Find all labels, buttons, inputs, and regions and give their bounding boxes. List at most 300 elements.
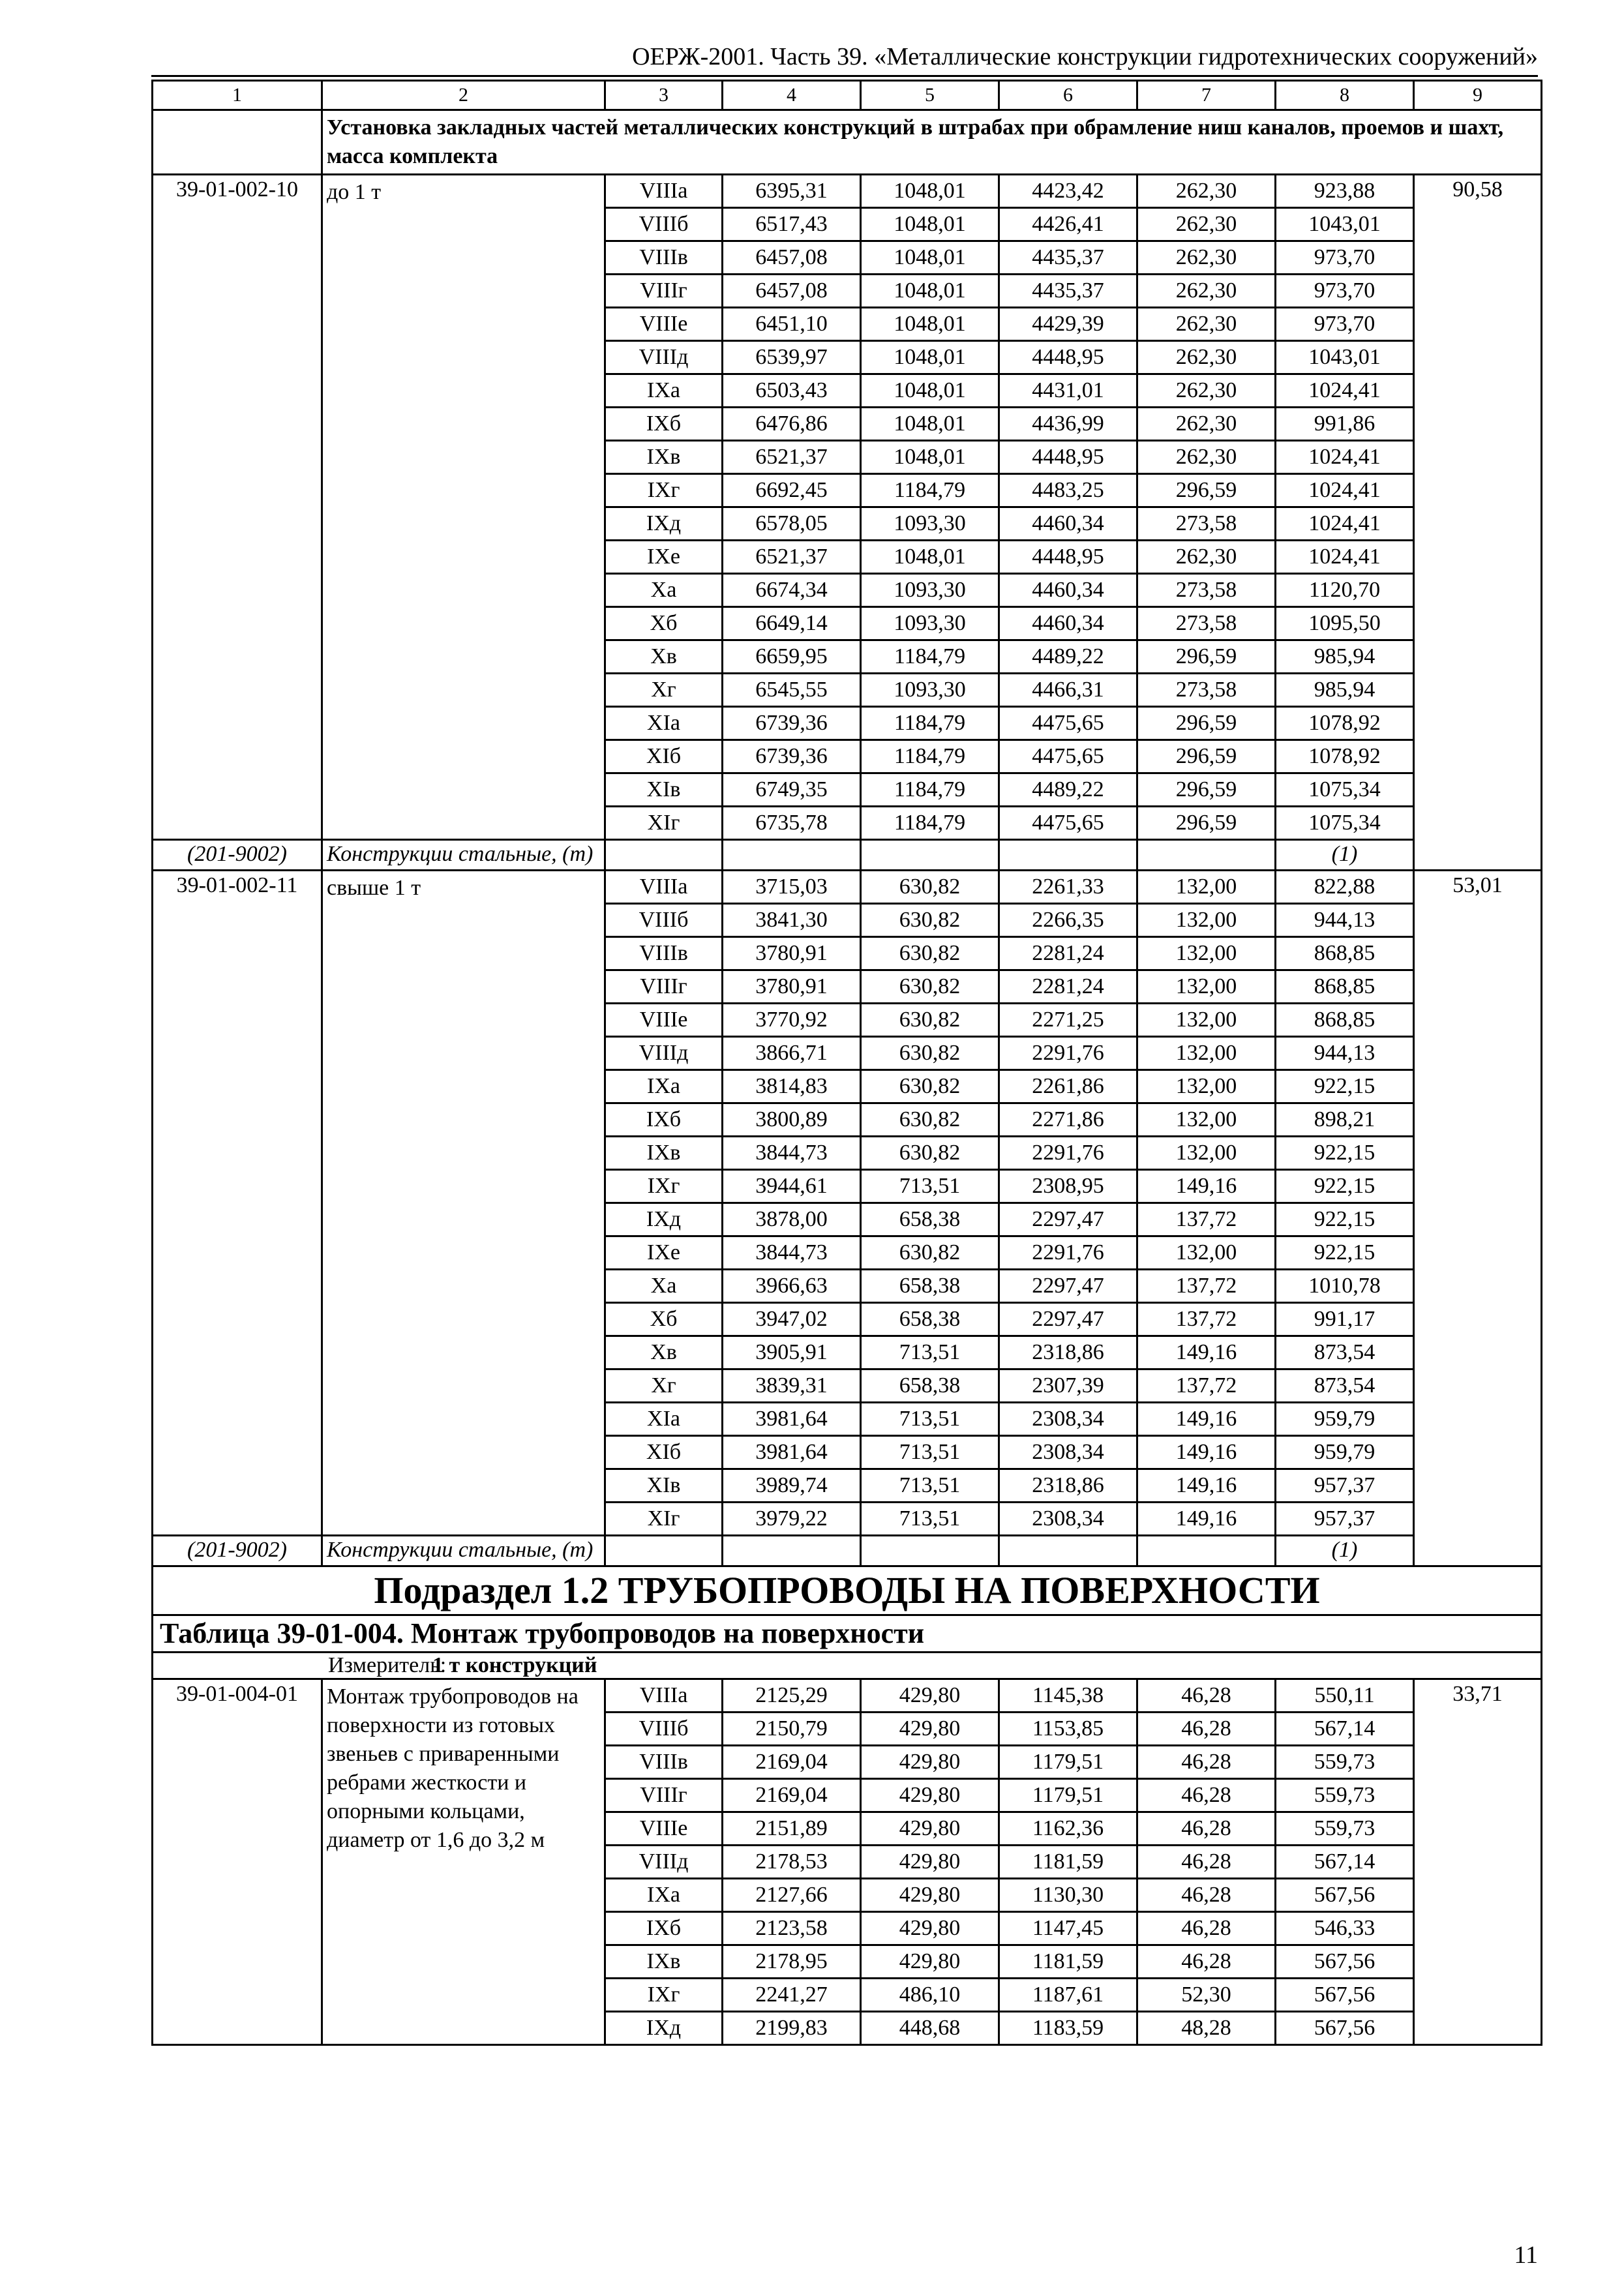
norm-code: 39-01-002-10 [153,175,322,840]
value-cell: 4460,34 [999,607,1137,640]
value-cell: 1184,79 [861,773,999,807]
column-number: 3 [605,81,723,110]
empty-cell [153,110,322,175]
value-cell: 2308,34 [999,1403,1137,1436]
empty-cell [861,840,999,871]
value-cell: 1010,78 [1276,1270,1414,1303]
value-cell: 2291,76 [999,1236,1137,1270]
value-cell: 6649,14 [723,607,861,640]
value-cell: 6521,37 [723,441,861,474]
value-cell: 273,58 [1137,574,1276,607]
value-cell: 46,28 [1137,1713,1276,1746]
zone-cell: VIIIв [605,1746,723,1779]
value-cell: 132,00 [1137,1103,1276,1137]
value-cell: 262,30 [1137,241,1276,275]
zone-cell: XIв [605,1469,723,1503]
value-cell: 1162,36 [999,1812,1137,1846]
value-cell: 1048,01 [861,275,999,308]
zone-cell: VIIIв [605,241,723,275]
value-cell: 3844,73 [723,1137,861,1170]
empty-cell [723,840,861,871]
value-cell: 822,88 [1276,871,1414,904]
empty-cell [861,1536,999,1566]
value-cell: 4448,95 [999,341,1137,374]
value-cell: 6521,37 [723,541,861,574]
value-cell: 559,73 [1276,1746,1414,1779]
value-cell: 149,16 [1137,1503,1276,1536]
value-cell: 6659,95 [723,640,861,674]
value-cell: 3839,31 [723,1369,861,1403]
zone-cell: IXб [605,1103,723,1137]
value-cell: 2281,24 [999,937,1137,970]
value-cell: 2297,47 [999,1203,1137,1236]
value-cell: 429,80 [861,1679,999,1713]
value-cell: 713,51 [861,1503,999,1536]
value-cell: 658,38 [861,1270,999,1303]
group-title: Установка закладных частей металлических конструкций в штрабах при обрамление ниш каналов, проемов и шахт, масса комплекта [322,110,1542,175]
value-cell: 3841,30 [723,904,861,937]
empty-cell [999,1536,1137,1566]
value-cell: 262,30 [1137,275,1276,308]
value-cell: 1078,92 [1276,740,1414,773]
value-cell: 262,30 [1137,374,1276,408]
value-cell: 1075,34 [1276,807,1414,840]
value-cell: 713,51 [861,1469,999,1503]
value-cell: 6692,45 [723,474,861,507]
value-cell: 546,33 [1276,1912,1414,1945]
value-cell: 4435,37 [999,275,1137,308]
value-cell: 4431,01 [999,374,1137,408]
value-cell: 46,28 [1137,1846,1276,1879]
value-cell: 630,82 [861,904,999,937]
col9-value: 33,71 [1414,1679,1542,2045]
zone-cell: Xг [605,1369,723,1403]
column-number: 7 [1137,81,1276,110]
column-number: 6 [999,81,1137,110]
zone-cell: IXа [605,374,723,408]
col9-value: 90,58 [1414,175,1542,871]
resource-value: (1) [1276,840,1414,871]
value-cell: 296,59 [1137,773,1276,807]
zone-cell: XIб [605,740,723,773]
value-cell: 630,82 [861,1004,999,1037]
value-cell: 2291,76 [999,1037,1137,1070]
value-cell: 1024,41 [1276,507,1414,541]
value-cell: 429,80 [861,1779,999,1812]
value-cell: 46,28 [1137,1879,1276,1912]
zone-cell: Xг [605,674,723,707]
zone-cell: VIIIа [605,871,723,904]
value-cell: 273,58 [1137,674,1276,707]
zone-cell: XIа [605,707,723,740]
value-cell: 6503,43 [723,374,861,408]
value-cell: 567,14 [1276,1846,1414,1879]
value-cell: 296,59 [1137,474,1276,507]
value-cell: 137,72 [1137,1203,1276,1236]
value-cell: 567,14 [1276,1713,1414,1746]
value-cell: 4423,42 [999,175,1137,208]
value-cell: 567,56 [1276,1879,1414,1912]
value-cell: 132,00 [1137,1070,1276,1103]
value-cell: 2123,58 [723,1912,861,1945]
table-title-row [153,1615,1542,1653]
zone-cell: VIIIд [605,1846,723,1879]
value-cell: 922,15 [1276,1236,1414,1270]
value-cell: 2308,95 [999,1170,1137,1203]
value-cell: 3800,89 [723,1103,861,1137]
zone-cell: Xа [605,574,723,607]
subsection-row [153,1566,1542,1615]
value-cell: 2199,83 [723,2012,861,2045]
norm-name: Монтаж трубопроводов на поверхности из готовых звеньев с приваренными ребрами жесткости и опорными кольцами, диаметр от 1,6 до 3,2 м [322,1679,605,2045]
column-number-row [153,81,1542,110]
value-cell: 1048,01 [861,408,999,441]
zone-cell: IXб [605,408,723,441]
value-cell: 149,16 [1137,1469,1276,1503]
value-cell: 4448,95 [999,541,1137,574]
zone-cell: VIIIг [605,275,723,308]
value-cell: 567,56 [1276,1979,1414,2012]
zone-cell: Xа [605,1270,723,1303]
value-cell: 985,94 [1276,674,1414,707]
value-cell: 973,70 [1276,308,1414,341]
value-cell: 959,79 [1276,1436,1414,1469]
value-cell: 3715,03 [723,871,861,904]
zone-cell: IXе [605,1236,723,1270]
zone-cell: IXг [605,474,723,507]
zone-cell: IXа [605,1879,723,1912]
value-cell: 429,80 [861,1713,999,1746]
value-cell: 2266,35 [999,904,1137,937]
zone-cell: IXг [605,1979,723,2012]
value-cell: 46,28 [1137,1945,1276,1979]
value-cell: 658,38 [861,1369,999,1403]
value-cell: 3780,91 [723,970,861,1004]
value-cell: 2308,34 [999,1436,1137,1469]
zone-cell: IXв [605,441,723,474]
value-cell: 132,00 [1137,937,1276,970]
value-cell: 1043,01 [1276,341,1414,374]
value-cell: 2308,34 [999,1503,1137,1536]
value-cell: 6457,08 [723,241,861,275]
value-cell: 2150,79 [723,1713,861,1746]
value-cell: 923,88 [1276,175,1414,208]
value-cell: 922,15 [1276,1070,1414,1103]
value-cell: 2127,66 [723,1879,861,1912]
value-cell: 957,37 [1276,1503,1414,1536]
value-cell: 3780,91 [723,937,861,970]
value-cell: 1093,30 [861,507,999,541]
value-cell: 4435,37 [999,241,1137,275]
value-cell: 46,28 [1137,1679,1276,1713]
value-cell: 4489,22 [999,773,1137,807]
value-cell: 2169,04 [723,1746,861,1779]
resource-row [153,840,1542,871]
value-cell: 4460,34 [999,574,1137,607]
value-cell: 868,85 [1276,1004,1414,1037]
value-cell: 429,80 [861,1945,999,1979]
value-cell: 2125,29 [723,1679,861,1713]
value-cell: 429,80 [861,1746,999,1779]
page-number: 11 [1514,2241,1538,2269]
value-cell: 4429,39 [999,308,1137,341]
value-cell: 559,73 [1276,1779,1414,1812]
meter-value: 1 т конструкций [432,1653,597,1677]
zone-cell: IXв [605,1945,723,1979]
empty-cell [1137,1536,1276,1566]
zone-cell: IXа [605,1070,723,1103]
value-cell: 991,17 [1276,1303,1414,1336]
value-cell: 991,86 [1276,408,1414,441]
table-row [153,175,1542,208]
value-cell: 6739,36 [723,707,861,740]
value-cell: 6539,97 [723,341,861,374]
zone-cell: VIIIа [605,175,723,208]
value-cell: 1095,50 [1276,607,1414,640]
value-cell: 149,16 [1137,1336,1276,1369]
value-cell: 2318,86 [999,1336,1137,1369]
value-cell: 2178,95 [723,1945,861,1979]
zone-cell: VIIIе [605,308,723,341]
value-cell: 6749,35 [723,773,861,807]
value-cell: 52,30 [1137,1979,1276,2012]
value-cell: 132,00 [1137,904,1276,937]
value-cell: 4426,41 [999,208,1137,241]
zone-cell: XIг [605,1503,723,1536]
empty-cell [999,840,1137,871]
table-title: Таблица 39-01-004. Монтаж трубопроводов на поверхности [153,1615,1542,1653]
zone-cell: IXд [605,1203,723,1236]
value-cell: 2261,33 [999,871,1137,904]
value-cell: 1179,51 [999,1779,1137,1812]
value-cell: 262,30 [1137,441,1276,474]
resource-value: (1) [1276,1536,1414,1566]
value-cell: 944,13 [1276,1037,1414,1070]
resource-code: (201-9002) [153,1536,322,1566]
value-cell: 3844,73 [723,1236,861,1270]
value-cell: 713,51 [861,1403,999,1436]
value-cell: 957,37 [1276,1469,1414,1503]
value-cell: 922,15 [1276,1137,1414,1170]
value-cell: 2271,25 [999,1004,1137,1037]
value-cell: 296,59 [1137,807,1276,840]
empty-cell [1137,840,1276,871]
meter-label: Измеритель: [328,1653,447,1677]
value-cell: 149,16 [1137,1436,1276,1469]
value-cell: 630,82 [861,937,999,970]
value-cell: 1120,70 [1276,574,1414,607]
value-cell: 46,28 [1137,1912,1276,1945]
value-cell: 973,70 [1276,275,1414,308]
table-row [153,1679,1542,1713]
table-row [153,871,1542,904]
zone-cell: VIIIг [605,970,723,1004]
norm-name: свыше 1 т [322,871,605,1536]
value-cell: 296,59 [1137,740,1276,773]
value-cell: 262,30 [1137,541,1276,574]
value-cell: 262,30 [1137,208,1276,241]
zone-cell: XIв [605,773,723,807]
value-cell: 1145,38 [999,1679,1137,1713]
value-cell: 132,00 [1137,1004,1276,1037]
value-cell: 1130,30 [999,1879,1137,1912]
value-cell: 922,15 [1276,1170,1414,1203]
value-cell: 1153,85 [999,1713,1137,1746]
value-cell: 3944,61 [723,1170,861,1203]
value-cell: 2169,04 [723,1779,861,1812]
col9-value: 53,01 [1414,871,1542,1566]
value-cell: 48,28 [1137,2012,1276,2045]
empty-cell [605,1536,723,1566]
value-cell: 429,80 [861,1846,999,1879]
value-cell: 6451,10 [723,308,861,341]
value-cell: 1024,41 [1276,374,1414,408]
zone-cell: VIIIе [605,1812,723,1846]
resource-name: Конструкции стальные, (т) [322,840,605,871]
value-cell: 713,51 [861,1336,999,1369]
value-cell: 1024,41 [1276,441,1414,474]
value-cell: 262,30 [1137,308,1276,341]
column-number: 4 [723,81,861,110]
value-cell: 868,85 [1276,937,1414,970]
zone-cell: Xб [605,1303,723,1336]
value-cell: 132,00 [1137,1037,1276,1070]
value-cell: 137,72 [1137,1303,1276,1336]
zone-cell: XIа [605,1403,723,1436]
value-cell: 898,21 [1276,1103,1414,1137]
value-cell: 1093,30 [861,574,999,607]
norm-name: до 1 т [322,175,605,840]
zone-cell: VIIIб [605,208,723,241]
value-cell: 868,85 [1276,970,1414,1004]
value-cell: 873,54 [1276,1369,1414,1403]
value-cell: 46,28 [1137,1779,1276,1812]
value-cell: 2297,47 [999,1303,1137,1336]
zone-cell: XIг [605,807,723,840]
resource-code: (201-9002) [153,840,322,871]
value-cell: 6578,05 [723,507,861,541]
value-cell: 1048,01 [861,374,999,408]
value-cell: 3966,63 [723,1270,861,1303]
value-cell: 567,56 [1276,2012,1414,2045]
zone-cell: VIIIд [605,1037,723,1070]
value-cell: 922,15 [1276,1203,1414,1236]
value-cell: 262,30 [1137,408,1276,441]
value-cell: 6735,78 [723,807,861,840]
value-cell: 3979,22 [723,1503,861,1536]
value-cell: 1181,59 [999,1945,1137,1979]
value-cell: 149,16 [1137,1403,1276,1436]
value-cell: 6395,31 [723,175,861,208]
value-cell: 6739,36 [723,740,861,773]
value-cell: 1075,34 [1276,773,1414,807]
value-cell: 1048,01 [861,341,999,374]
value-cell: 658,38 [861,1203,999,1236]
value-cell: 3947,02 [723,1303,861,1336]
value-cell: 1184,79 [861,740,999,773]
value-cell: 273,58 [1137,607,1276,640]
zone-cell: Xб [605,607,723,640]
value-cell: 448,68 [861,2012,999,2045]
value-cell: 132,00 [1137,871,1276,904]
meter-cell [153,1653,1542,1679]
zone-cell: IXв [605,1137,723,1170]
subsection-title: Подраздел 1.2 ТРУБОПРОВОДЫ НА ПОВЕРХНОСТИ [153,1566,1542,1615]
value-cell: 46,28 [1137,1812,1276,1846]
value-cell: 137,72 [1137,1369,1276,1403]
value-cell: 1078,92 [1276,707,1414,740]
meter-row [153,1653,1542,1679]
group-title-row [153,110,1542,175]
value-cell: 2178,53 [723,1846,861,1879]
value-cell: 630,82 [861,1137,999,1170]
value-cell: 1147,45 [999,1912,1137,1945]
value-cell: 873,54 [1276,1336,1414,1369]
price-table [151,80,1542,2046]
value-cell: 262,30 [1137,341,1276,374]
value-cell: 6476,86 [723,408,861,441]
value-cell: 4475,65 [999,707,1137,740]
page-header: ОЕРЖ-2001. Часть 39. «Металлические конструкции гидротехнических сооружений» [151,37,1538,77]
value-cell: 429,80 [861,1912,999,1945]
value-cell: 1048,01 [861,441,999,474]
value-cell: 4483,25 [999,474,1137,507]
value-cell: 137,72 [1137,1270,1276,1303]
value-cell: 1024,41 [1276,474,1414,507]
value-cell: 3814,83 [723,1070,861,1103]
value-cell: 486,10 [861,1979,999,2012]
value-cell: 2318,86 [999,1469,1137,1503]
value-cell: 2151,89 [723,1812,861,1846]
zone-cell: VIIIа [605,1679,723,1713]
value-cell: 429,80 [861,1812,999,1846]
zone-cell: IXг [605,1170,723,1203]
value-cell: 3770,92 [723,1004,861,1037]
column-number: 1 [153,81,322,110]
zone-cell: VIIIб [605,1713,723,1746]
value-cell: 6674,34 [723,574,861,607]
value-cell: 46,28 [1137,1746,1276,1779]
zone-cell: VIIIв [605,937,723,970]
value-cell: 4460,34 [999,507,1137,541]
value-cell: 1183,59 [999,2012,1137,2045]
value-cell: 6517,43 [723,208,861,241]
value-cell: 630,82 [861,970,999,1004]
value-cell: 3981,64 [723,1403,861,1436]
value-cell: 1181,59 [999,1846,1137,1879]
value-cell: 296,59 [1137,640,1276,674]
value-cell: 1048,01 [861,308,999,341]
value-cell: 296,59 [1137,707,1276,740]
column-number: 8 [1276,81,1414,110]
value-cell: 6457,08 [723,275,861,308]
empty-cell [723,1536,861,1566]
column-number: 9 [1414,81,1542,110]
value-cell: 1043,01 [1276,208,1414,241]
value-cell: 273,58 [1137,507,1276,541]
value-cell: 1024,41 [1276,541,1414,574]
value-cell: 2281,24 [999,970,1137,1004]
resource-name: Конструкции стальные, (т) [322,1536,605,1566]
value-cell: 1048,01 [861,175,999,208]
value-cell: 3981,64 [723,1436,861,1469]
value-cell: 713,51 [861,1170,999,1203]
zone-cell: XIб [605,1436,723,1469]
value-cell: 1187,61 [999,1979,1137,2012]
zone-cell: VIIIг [605,1779,723,1812]
value-cell: 4466,31 [999,674,1137,707]
value-cell: 1184,79 [861,707,999,740]
